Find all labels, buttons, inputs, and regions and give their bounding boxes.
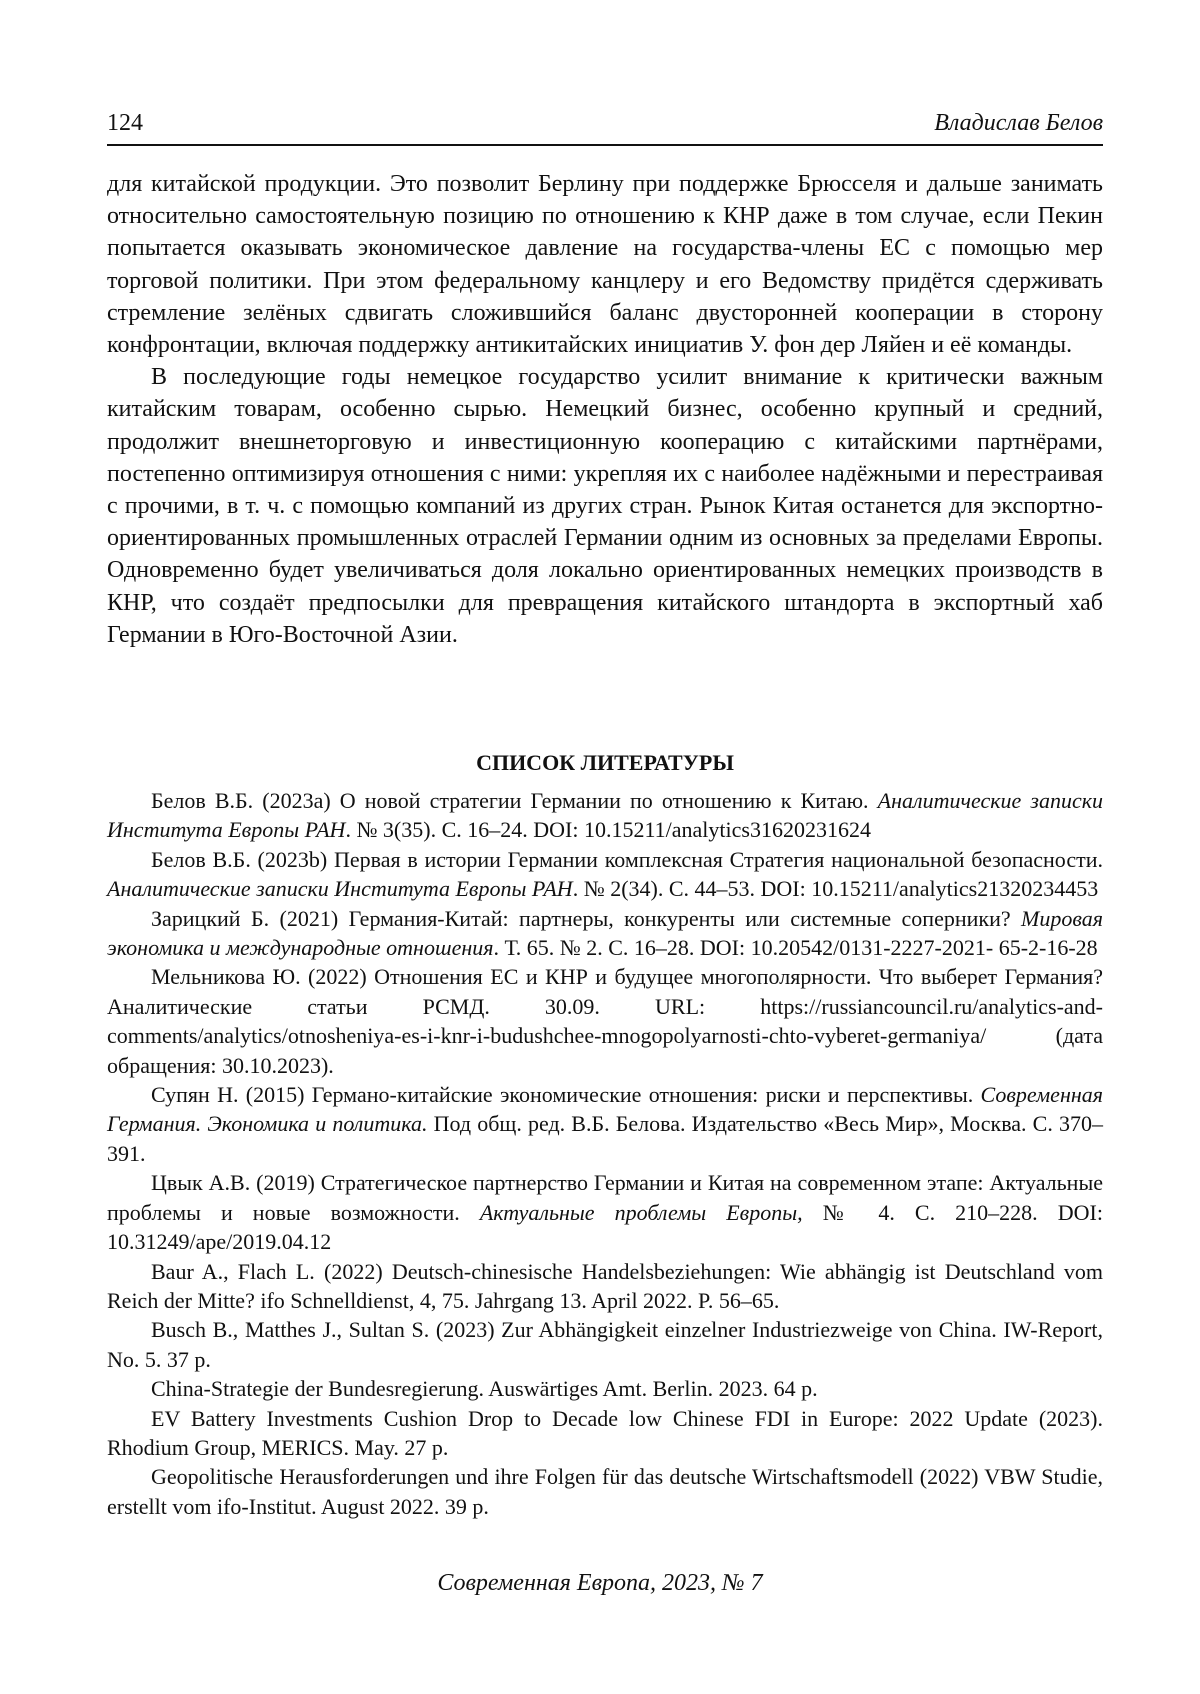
page-number: 124 (107, 110, 143, 136)
reference-item: Busch B., Matthes J., Sultan S. (2023) Zur Abhängigkeit einzelner Industriezweige von China. IW-Report, No. 5. 37 p. (107, 1317, 1103, 1372)
article-body (107, 168, 1103, 651)
reference-item: Зарицкий Б. (2021) Германия-Китай: партнеры, конкуренты или системные соперники? Мировая экономика и международные отношения. Т. 65. № 2. С. 16–28. DOI: 10.20542/0131-2227-2021- 65-2-16-28 (107, 905, 1103, 961)
reference-item: Супян Н. (2015) Германо-китайские экономические отношения: риски и перспективы. Современная Германия. Экономика и политика. Под общ. ред. В.Б. Белова. Издательство «Весь Мир», Москва. С. 370–391. (107, 1082, 1103, 1166)
reference-item: China-Strategie der Bundesregierung. Auswärtiges Amt. Berlin. 2023. 64 p. (151, 1376, 818, 1402)
references-heading: СПИСОК ЛИТЕРАТУРЫ (476, 750, 734, 775)
reference-item: Мельникова Ю. (2022) Отношения ЕС и КНР и будущее многополярности. Что выберет Германия? Аналитические статьи РСМД. 30.09. URL: https://russiancouncil.ru/analytics-and-comments/analytics/otnosheniya-es-i-knr-i-budushchee-mnogopolyarnosti-chto-vyberet-germaniya/ (дата обращения: 30.10.2023). (107, 964, 1103, 1078)
reference-item: EV Battery Investments Cushion Drop to Decade low Chinese FDI in Europe: 2022 Update (2023). Rhodium Group, MERICS. May. 27 p. (107, 1405, 1103, 1460)
references-section (107, 748, 1103, 1521)
running-header (107, 102, 1103, 146)
reference-item: Baur A., Flach L. (2022) Deutsch-chinesische Handelsbeziehungen: Wie abhängig ist Deutschland vom Reich der Mitte? ifo Schnelldienst, 4, 75. Jahrgang 13. April 2022. P. 56–65. (107, 1258, 1103, 1313)
reference-item: Geopolitische Herausforderungen und ihre Folgen für das deutsche Wirtschaftsmodell (2022) VBW Studie, erstellt vom ifo-Institut. August 2022. 39 p. (107, 1464, 1103, 1519)
body-paragraph: для китайской продукции. Это позволит Берлину при поддержке Брюсселя и дальше занимать относительно самостоятельную позицию по отношению к КНР даже в том случае, если Пекин попытается оказывать экономическое давление на государства-члены ЕС с помощью мер торговой политики. При этом федеральному канцлеру и его Ведомству придётся сдерживать стремление зелёных сдвигать сложившийся баланс двусторонней кооперации в сторону конфронтации, включая поддержку антикитайских инициатив У. фон дер Ляйен и её команды. (107, 171, 1103, 359)
references-list (107, 786, 1103, 1521)
reference-item: Белов В.Б. (2023a) О новой стратегии Германии по отношению к Китаю. Аналитические записки Института Европы РАН. № 3(35). С. 16–24. DOI: 10.15211/analytics31620231624 (107, 788, 1103, 843)
body-paragraph: В последующие годы немецкое государство усилит внимание к критически важным китайским товарам, особенно сырью. Немецкий бизнес, особенно крупный и средний, продолжит внешнеторговую и инвестиционную кооперацию с китайскими партнёрами, постепенно оптимизируя отношения с ними: укрепляя их с наиболее надёжными и перестраивая с прочими, в т. ч. с помощью компаний из других стран. Рынок Китая останется для экспортно-ориентированных промышленных отраслей Германии одним из основных за пределами Европы. Одновременно будет увеличиваться доля локально ориентированных немецких производств в КНР, что создаёт предпосылки для превращения китайского штандорта в экспортный хаб Германии в Юго-Восточной Азии. (107, 364, 1103, 648)
running-author: Владислав Белов (934, 110, 1103, 136)
reference-item: Белов В.Б. (2023b) Первая в истории Германии комплексная Стратегия национальной безопасности. Аналитические записки Института Европы РАН. № 2(34). С. 44–53. DOI: 10.15211/analytics21320234453 (107, 846, 1103, 902)
journal-footer: Современная Европа, 2023, № 7 (437, 1570, 763, 1596)
reference-item: Цвык А.В. (2019) Стратегическое партнерство Германии и Китая на современном этапе: Актуальные проблемы и новые возможности. Актуальные проблемы Европы, № 4. С. 210–228. DOI: 10.31249/ape/2019.04.12 (107, 1170, 1103, 1255)
